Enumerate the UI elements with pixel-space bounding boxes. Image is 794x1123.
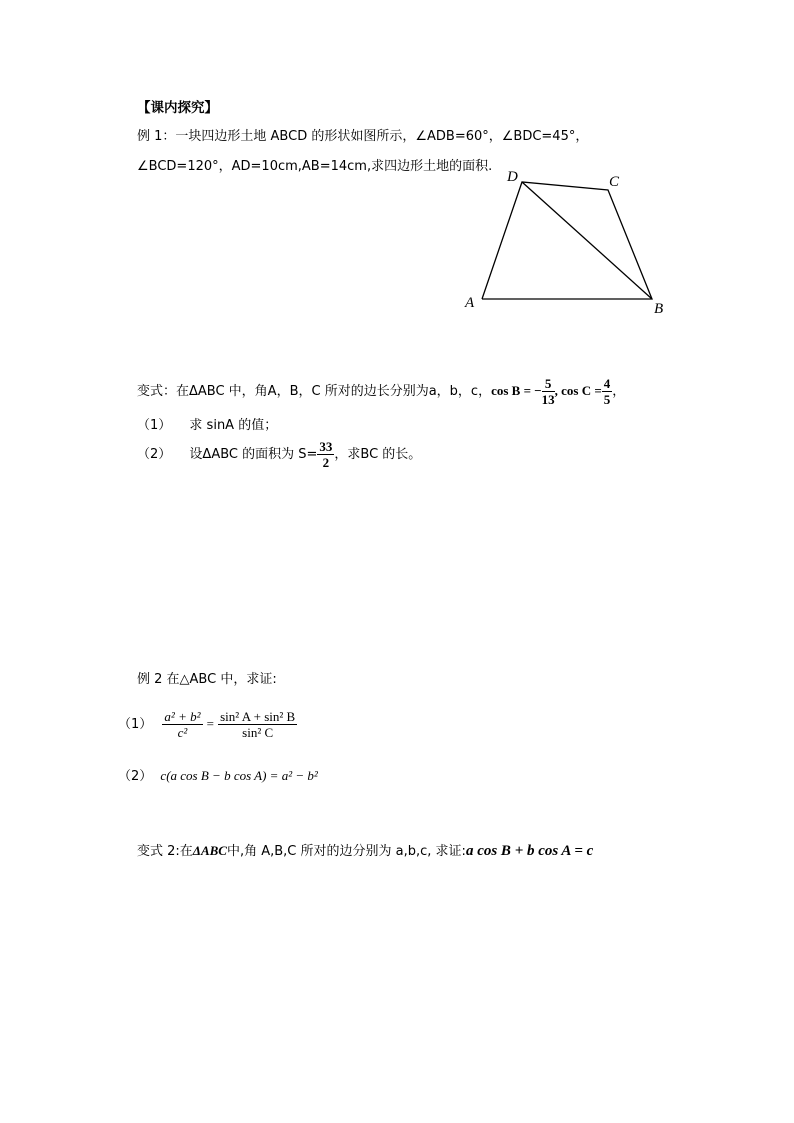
cosb-fraction xyxy=(542,377,555,406)
question-1 xyxy=(137,414,277,433)
variant1-trailing-comma: ， xyxy=(612,384,626,399)
proof-2 xyxy=(118,765,318,784)
diagonal-db xyxy=(522,182,652,299)
vertex-label-b: B xyxy=(654,301,664,317)
vertex-label-d: D xyxy=(507,169,518,185)
question-2-number: （2） xyxy=(137,447,172,462)
example2-title: 例 2 在△ABC 中，求证: xyxy=(137,672,277,687)
cosb-numerator: 5 xyxy=(542,377,555,392)
proof-1-lhs-fraction xyxy=(162,710,202,739)
proof-2-expression: c(a cos B − b cos A) = a² − b² xyxy=(160,768,318,783)
proof-1-equals: = xyxy=(206,716,214,731)
cosb-denominator: 13 xyxy=(541,392,555,407)
example1-line2: ∠BCD=120°，AD=10cm,AB=14cm,求四边形土地的面积. xyxy=(137,159,493,174)
proof-1-lhs-denominator: c² xyxy=(177,725,188,740)
variant2-pre: 变式 2:在 xyxy=(137,844,193,859)
proof-1-rhs-numerator: sin² A + sin² B xyxy=(220,709,296,724)
proof-2-number: （2） xyxy=(118,769,153,784)
question-2-pre: 设ΔABC 的面积为 S= xyxy=(189,447,318,462)
proof-1-rhs-denominator: sin² C xyxy=(242,725,274,740)
cosb-lhs: cos B = − xyxy=(491,383,542,398)
variant1-intro: 变式：在ΔABC 中，角A，B，C 所对的边长分别为a，b，c， xyxy=(137,384,492,399)
quadrilateral-figure xyxy=(455,165,675,325)
cosc-denominator: 5 xyxy=(603,392,611,407)
question-2-post: ，求BC 的长。 xyxy=(334,447,422,462)
question-1-text: 求 sinA 的值； xyxy=(189,418,278,433)
section-title: 【课内探究】 xyxy=(137,100,218,116)
variant2-statement xyxy=(137,840,593,860)
formula-separator: , xyxy=(554,383,562,398)
variant2-mid: 中,角 A,B,C 所对的边分别为 a,b,c, 求证: xyxy=(226,844,466,859)
variant1-statement xyxy=(137,372,625,411)
area-numerator: 33 xyxy=(319,439,333,454)
vertex-label-a: A xyxy=(465,295,475,311)
proof-1-number: （1） xyxy=(118,717,153,732)
proof-1-rhs-fraction xyxy=(218,710,297,739)
proof-1 xyxy=(118,704,297,745)
question-2 xyxy=(137,436,421,474)
variant2-triangle: ΔABC xyxy=(192,843,227,858)
cosc-numerator: 4 xyxy=(603,376,611,391)
cosc-lhs: cos C = xyxy=(561,383,602,398)
cosc-fraction xyxy=(602,377,613,406)
question-1-number: （1） xyxy=(137,418,172,433)
vertex-label-c: C xyxy=(609,174,620,190)
variant2-formula: a cos B + b cos A = c xyxy=(465,843,594,859)
area-denominator: 2 xyxy=(322,455,330,470)
area-fraction xyxy=(317,440,334,469)
proof-1-lhs-numerator: a² + b² xyxy=(164,709,201,724)
example1-line1: 例 1：一块四边形土地 ABCD 的形状如图所示，∠ADB=60°，∠BDC=45°， xyxy=(137,129,589,144)
quadrilateral-outline xyxy=(482,182,652,299)
